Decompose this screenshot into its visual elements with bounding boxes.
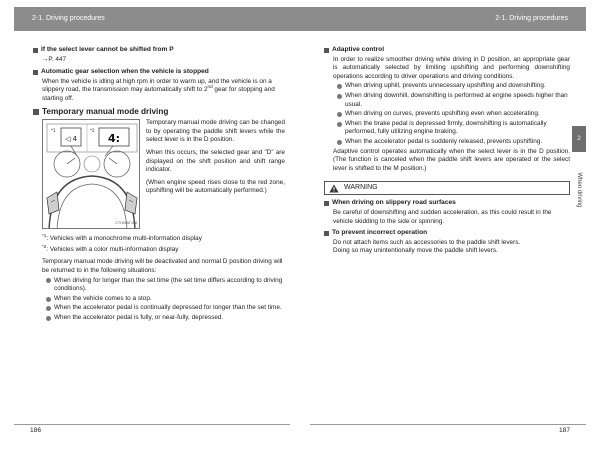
- bullet-icon: [337, 122, 342, 127]
- warning-item-body: Be careful of downshifting and sudden acceleration, as this could result in the vehicle skidding to the side or spinning.: [333, 208, 552, 225]
- warning-header: [324, 181, 570, 195]
- section-select-lever: [33, 46, 285, 64]
- section-square-icon: [33, 70, 38, 75]
- chapter-side-label: When driving: [576, 172, 582, 208]
- list-item: When driving uphill, prevents unnecessary upshifting and downshifting.: [333, 82, 570, 91]
- warning-item-title: When driving on slippery road surfaces: [332, 199, 456, 207]
- section-title: Automatic gear selection when the vehicle is stopped: [41, 68, 209, 76]
- list-item: When the accelerator pedal is suddenly released, prevents upshifting.: [333, 138, 570, 147]
- right-page-footer: [310, 424, 586, 442]
- bullet-icon: [46, 278, 51, 283]
- figure-code: CTH26AT108: [115, 220, 137, 225]
- list-item: When the vehicle comes to a stop.: [42, 295, 285, 304]
- chapter-tab-number: 2: [577, 136, 581, 142]
- footnote-2: $^{*2}$: Vehicles with a color multi-information display: [42, 243, 179, 253]
- adaptive-conditions-list: [324, 82, 570, 146]
- figure-mark-1: *1: [51, 128, 56, 134]
- bullet-icon: [337, 94, 342, 99]
- svg-text:◁ 4: ◁ 4: [64, 135, 78, 144]
- bullet-icon: [46, 306, 51, 311]
- list-item: When the brake pedal is depressed firmly, downshifting is automatically performed, fully utilizing engine braking.: [333, 120, 570, 137]
- cancel-conditions-list: [33, 277, 285, 323]
- section-temporary-manual: [33, 108, 285, 323]
- page-number: 187: [558, 427, 570, 434]
- adaptive-after: Adaptive control operates automatically when the select lever is in the D position. (The function is canceled when the paddle shift levers are operated or the select lever is shifted to the M position.): [333, 147, 570, 172]
- gear-display-glyph: 4:: [107, 132, 121, 146]
- right-page-content: [324, 46, 570, 256]
- list-item: When driving for longer than the set time (the set time differs according to driving conditions).: [42, 277, 285, 294]
- warning-triangle-icon: [329, 184, 339, 193]
- section-title: Adaptive control: [332, 46, 385, 53]
- chapter-tab[interactable]: [572, 126, 586, 152]
- list-item: When the accelerator pedal is continually depressed for longer than the set time.: [42, 304, 285, 313]
- section-square-icon: [324, 201, 329, 206]
- section-square-icon: [33, 109, 39, 115]
- page-reference-link[interactable]: →P. 447: [42, 55, 67, 63]
- warning-item-body: Do not attach items such as accessories to the paddle shift levers.: [333, 238, 521, 246]
- section-square-icon: [324, 48, 329, 53]
- figure-mark-2: *2: [90, 128, 95, 134]
- bullet-icon: [337, 84, 342, 89]
- temporary-manual-para-3: (When engine speed rises close to the red zone, upshifting will be automatically performed.): [146, 178, 285, 195]
- left-page-footer: [14, 424, 290, 442]
- list-item: When the accelerator pedal is fully, or near-fully, depressed.: [42, 314, 285, 323]
- section-heading: Temporary manual mode driving: [42, 106, 169, 116]
- page-number: 186: [30, 427, 42, 434]
- left-page-content: [33, 46, 285, 323]
- adaptive-body: In order to realize smoother driving while driving in D position, an appropriate gear is automatically selected by limiting upshifting and performing downshifting operations according to driver operations and driving conditions.: [333, 55, 570, 80]
- warning-item-body: Doing so may unintentionally move the paddle shift levers.: [333, 247, 498, 255]
- paddle-shift-diagram-icon: [43, 120, 140, 229]
- section-auto-gear: [33, 68, 285, 103]
- section-title: If the select lever cannot be shifted from P: [41, 46, 174, 53]
- section-square-icon: [324, 231, 329, 236]
- temporary-manual-para-1: Temporary manual mode driving can be changed to by operating the paddle shift levers while the select lever is in the D position.: [146, 119, 285, 144]
- temporary-manual-para-2: When this occurs, the selected gear and "D" are displayed on the shift position and shift range indicator.: [146, 148, 285, 174]
- bullet-icon: [337, 140, 342, 145]
- bullet-icon: [46, 316, 51, 321]
- warning-box: [324, 181, 570, 256]
- warning-label: WARNING: [344, 184, 378, 192]
- ordinal-superscript: nd: [207, 84, 213, 90]
- list-item: When driving on curves, prevents upshifting even when accelerating.: [333, 110, 570, 119]
- left-header-title: 2-1. Driving procedures: [32, 15, 105, 22]
- warning-item-title: To prevent incorrect operation: [332, 229, 428, 237]
- section-adaptive-control: [324, 46, 570, 173]
- bullet-icon: [337, 112, 342, 117]
- section-body: When the vehicle is idling at high rpm in order to warm up, and the vehicle is on a slippery road, the transmission may automatically shift to 2nd gear for stopping and starting off.: [42, 77, 275, 102]
- right-page-header: [300, 7, 586, 31]
- right-header-title: 2-1. Driving procedures: [495, 15, 568, 22]
- section-square-icon: [33, 48, 38, 53]
- list-item: When driving downhill, downshifting is performed at engine speeds higher than usual.: [333, 92, 570, 109]
- footnote-1: $^{*1}$: Vehicles with a monochrome multi-information display: [42, 233, 202, 243]
- bullet-icon: [46, 297, 51, 302]
- steering-wheel-paddle-shift-illustration: [42, 119, 140, 229]
- figure-notes: [33, 235, 285, 254]
- cancel-intro: Temporary manual mode driving will be deactivated and normal D position driving will be returned to in the following situations:: [42, 258, 283, 274]
- left-page-header: [14, 7, 300, 31]
